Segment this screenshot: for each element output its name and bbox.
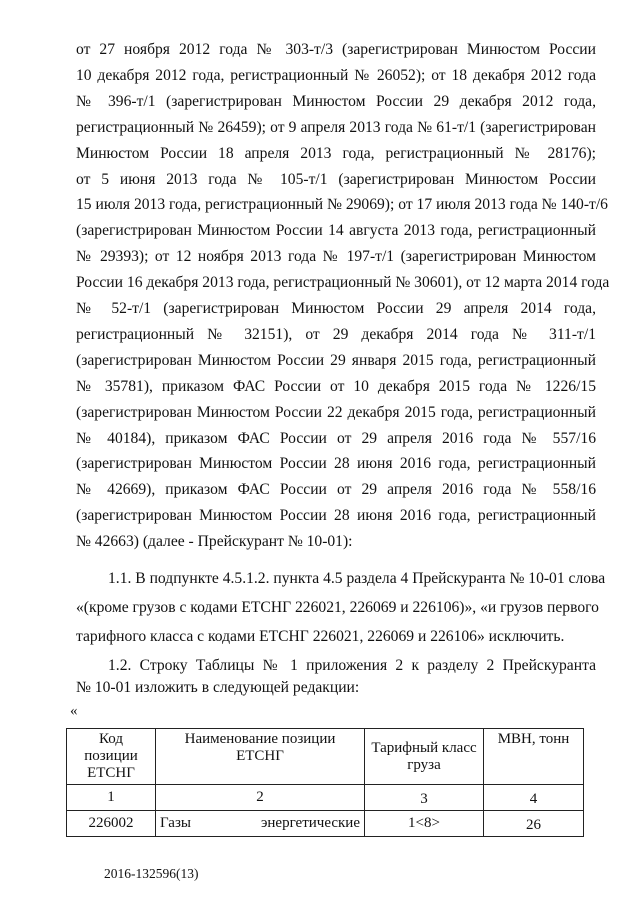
tariff-table — [66, 728, 584, 837]
body-line: № 35781), приказом ФАС России от 10 декабря 2015 года № 1226/15 — [76, 377, 596, 395]
paragraph-1-1-line-2: «(кроме грузов с кодами ЕТСНГ 226021, 226069 и 226106)», «и грузов первого — [76, 599, 599, 616]
body-line: Минюстом России 18 апреля 2013 года, регистрационный № 28176); — [76, 144, 596, 162]
paragraph-1-2-line-2: № 10-01 изложить в следующей редакции: — [76, 679, 360, 696]
table-row — [67, 811, 584, 837]
cell-name-left: Газы — [160, 815, 191, 831]
cell-name-right: энергетические — [260, 815, 360, 831]
cell-code: 226002 — [67, 811, 156, 837]
number-cell: 2 — [156, 785, 365, 811]
body-line: регистрационный № 26459); от 9 апреля 2013 года № 61-т/1 (зарегистрирован — [76, 118, 596, 136]
body-line: (зарегистрирован Минюстом России 14 августа 2013 года, регистрационный — [76, 222, 596, 240]
cell-tariff-class: 1<8> — [365, 811, 484, 837]
table-numbering-row — [67, 785, 584, 811]
body-line: (зарегистрирован Минюстом России 28 июня 2016 года, регистрационный — [76, 507, 596, 525]
body-line: России 16 декабря 2013 года, регистрационный № 30601), от 12 марта 2014 года — [76, 274, 610, 292]
header-mvn: МВН, тонн — [484, 729, 584, 785]
paragraph-1-1-line-3: тарифного класса с кодами ЕТСНГ 226021, 226069 и 226106» исключить. — [76, 628, 565, 645]
body-line: № 40184), приказом ФАС России от 29 апреля 2016 года № 557/16 — [76, 429, 596, 447]
body-line: (зарегистрирован Минюстом России 28 июня 2016 года, регистрационный — [76, 455, 596, 473]
body-line: № 396-т/1 (зарегистрирован Минюстом России 29 декабря 2012 года, — [76, 92, 596, 110]
number-cell: 1 — [67, 785, 156, 811]
body-line: (зарегистрирован Минюстом России 22 декабря 2015 года, регистрационный — [76, 403, 596, 421]
body-line: от 5 июня 2013 года № 105-т/1 (зарегистрирован Минюстом России — [76, 170, 596, 188]
table-header-row — [67, 729, 584, 785]
body-line: № 42663) (далее - Прейскурант № 10-01): — [76, 533, 353, 551]
number-cell: 3 — [365, 785, 484, 811]
number-cell: 4 — [484, 785, 584, 811]
body-line: 10 декабря 2012 года, регистрационный № 26052); от 18 декабря 2012 года — [76, 66, 596, 84]
cell-name — [156, 811, 365, 837]
paragraph-1-2-line-1: 1.2. Строку Таблицы № 1 приложения 2 к разделу 2 Прейскуранта — [108, 657, 596, 674]
body-line: регистрационный № 32151), от 29 декабря 2014 года № 311-т/1 — [76, 325, 596, 343]
body-line: № 29393); от 12 ноября 2013 года № 197-т/1 (зарегистрирован Минюстом — [76, 248, 596, 266]
paragraph-1-1-line-1: 1.1. В подпункте 4.5.1.2. пункта 4.5 раздела 4 Прейскуранта № 10-01 слова — [108, 570, 606, 587]
body-line: № 42669), приказом ФАС России от 29 апреля 2016 года № 558/16 — [76, 481, 596, 499]
header-code: Код позиции ЕТСНГ — [67, 729, 156, 785]
body-line: (зарегистрирован Минюстом России 29 января 2015 года, регистрационный — [76, 351, 596, 369]
opening-quote-mark: « — [70, 703, 78, 719]
body-line: от 27 ноября 2012 года № 303-т/3 (зарегистрирован Минюстом России — [76, 41, 596, 58]
header-tariff-class: Тарифный класс груза — [365, 729, 484, 785]
header-name: Наименование позиции ЕТСНГ — [156, 729, 365, 785]
body-line: 15 июля 2013 года, регистрационный № 29069); от 17 июля 2013 года № 140-т/6 — [76, 196, 608, 214]
body-line: № 52-т/1 (зарегистрирован Минюстом России 29 апреля 2014 года, — [76, 300, 596, 317]
document-footer-id: 2016-132596(13) — [104, 866, 199, 881]
cell-mvn: 26 — [484, 811, 584, 837]
